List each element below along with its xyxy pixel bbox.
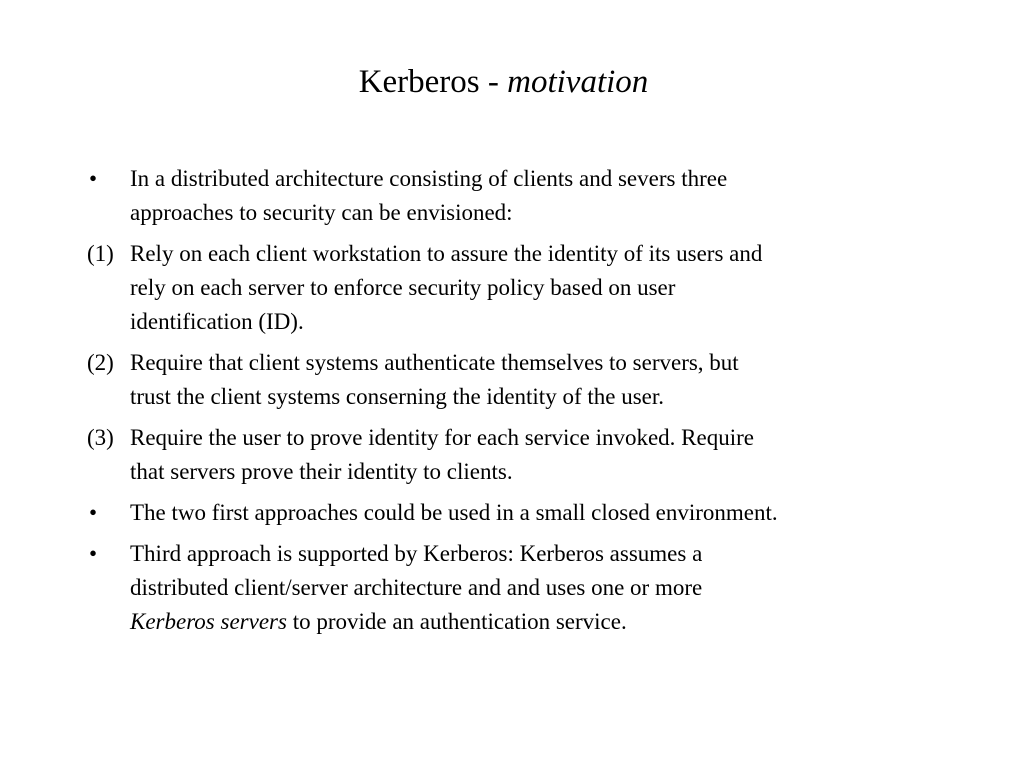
list-item-line: distributed client/server architecture and and uses one or more [130,575,703,600]
list-item-line-rest: to provide an authentication service. [286,609,627,634]
list-item-closed-environment [0,496,930,530]
kerberos-servers-term: Kerberos servers [130,609,287,634]
number-marker: (3) [87,425,114,450]
bullet-marker: • [89,166,98,191]
number-marker: (2) [87,350,114,375]
list-item-kerberos-approach [0,537,930,639]
list-item-line: The two first approaches could be used in a small closed environment. [130,500,778,525]
list-item-line: Require the user to prove identity for each service invoked. Require [130,425,754,450]
title-emphasis: motivation [507,64,649,100]
list-item-line: that servers prove their identity to clients. [130,459,513,484]
slide-title [0,62,1007,102]
list-item-line: trust the client systems conserning the identity of the user. [130,384,665,409]
list-item-approach-1 [0,237,930,339]
list-item-line: approaches to security can be envisioned: [130,200,513,225]
list-item-line: identification (ID). [130,309,304,334]
list-item-line: In a distributed architecture consisting of clients and severs three [130,166,728,191]
list-item-intro [0,162,930,230]
number-marker: (1) [87,241,114,266]
list-item-line: Rely on each client workstation to assure the identity of its users and [130,241,763,266]
list-item-line: rely on each server to enforce security policy based on user [130,275,676,300]
list-item-approach-3 [0,421,930,489]
list-item-line [130,605,930,639]
title-prefix: Kerberos [358,64,480,100]
title-separator: - [479,64,508,100]
bullet-marker: • [89,541,98,566]
bullet-marker: • [89,500,98,525]
list-item-line: Require that client systems authenticate themselves to servers, but [130,350,739,375]
list-item-approach-2 [0,346,930,414]
list-item-line: Third approach is supported by Kerberos: Kerberos assumes a [130,541,703,566]
bullet-list [0,162,1024,646]
